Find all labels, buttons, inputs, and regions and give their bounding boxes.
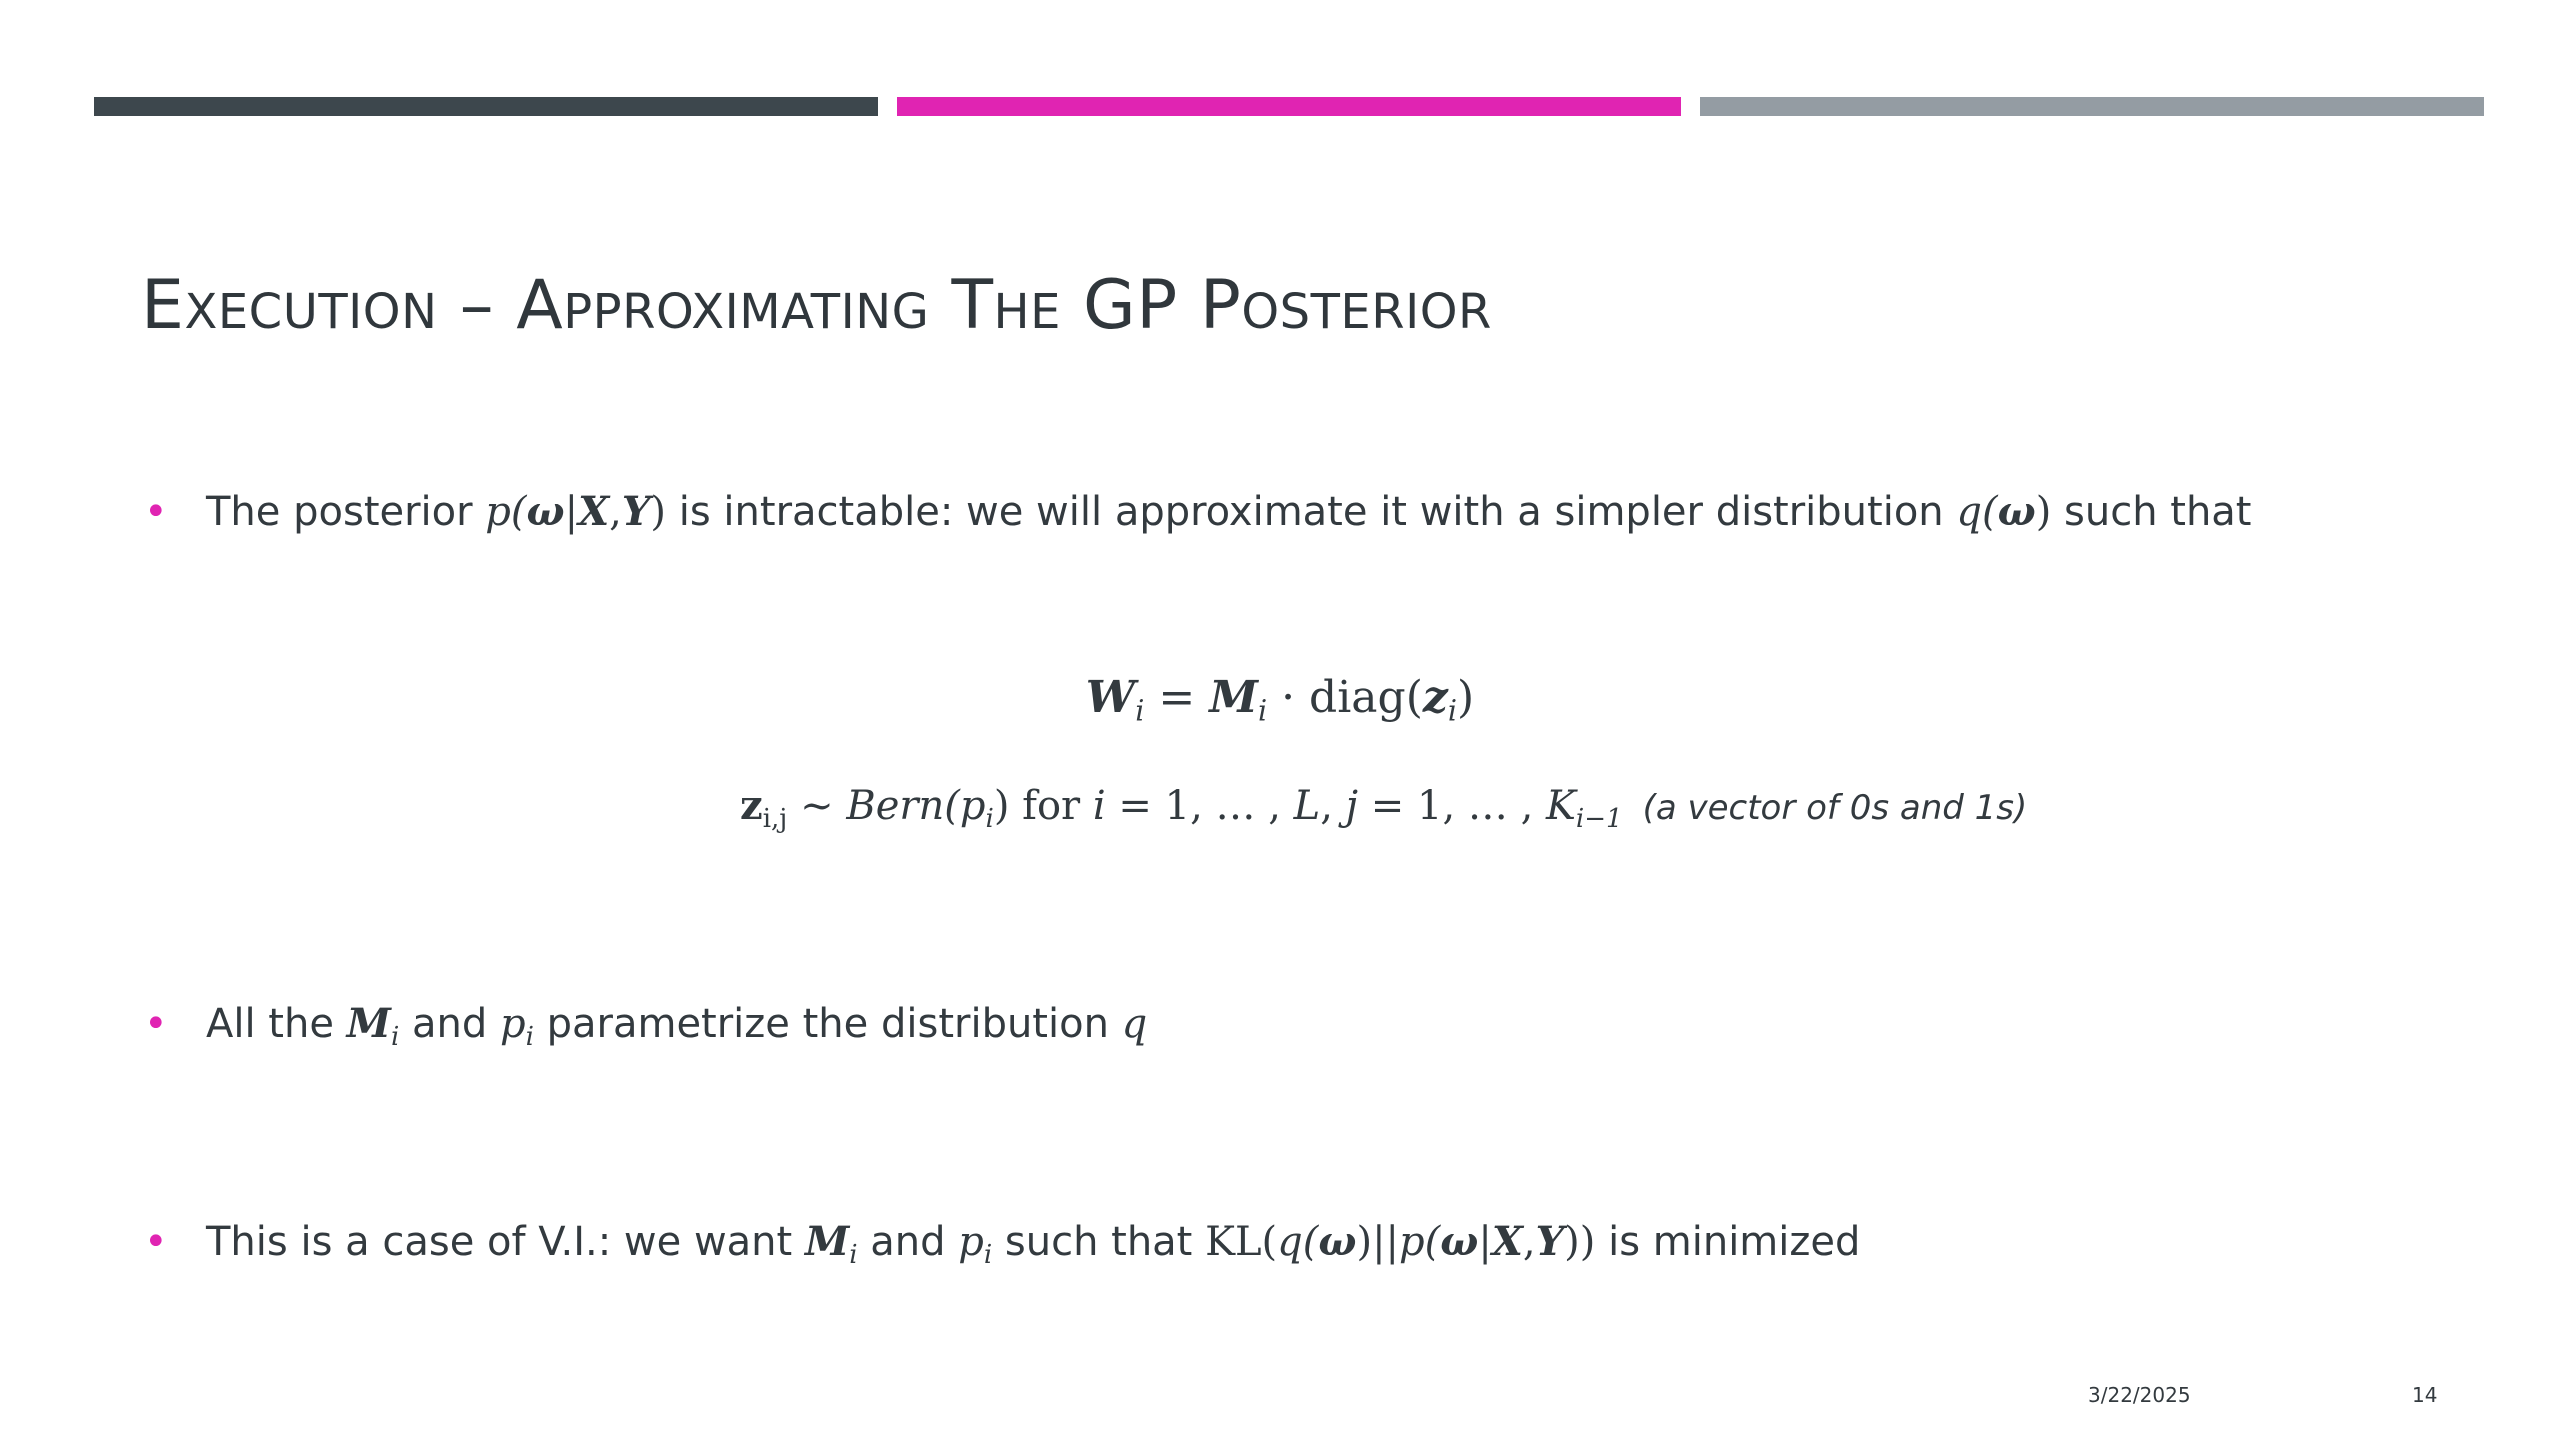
top-bar-dark <box>94 97 878 116</box>
bullet-2: All the $M_i$ and $p_i$ parametrize the distribution q <box>206 1000 1148 1052</box>
top-bar-light <box>1700 97 2484 116</box>
slide-title: Execution – Approximating The GP Posterior <box>141 266 1492 345</box>
bullet-marker: • <box>144 489 168 535</box>
equation-weights: $W_i = M_i$ · $diag(z_i)$ <box>1085 672 1475 728</box>
footer-page-number: 14 <box>2412 1383 2438 1407</box>
footer-date: 3/22/2025 <box>2088 1383 2191 1407</box>
bullet-1: The posterior p(ω|X,Y) is intractable: we will approximate it with a simpler distribution q(ω) such that <box>206 488 2252 535</box>
bullet-3: This is a case of V.I.: we want $M_i$ and $p_i$ such that KL(q(ω)||p(ω|X,Y)) is minimized <box>206 1218 1861 1270</box>
bullet-marker: • <box>144 1001 168 1047</box>
equation-note: (a vector of 0s and 1s) <box>1642 788 2028 828</box>
equation-bernoulli: $z_{i,j}$ ~ $Bern(p_i)$ for i = 1, … , L, j = 1, … , $K_{i-1}$ (a vector of 0s and 1s) <box>740 782 2028 834</box>
bullet-marker: • <box>144 1219 168 1265</box>
top-bar-accent <box>897 97 1681 116</box>
